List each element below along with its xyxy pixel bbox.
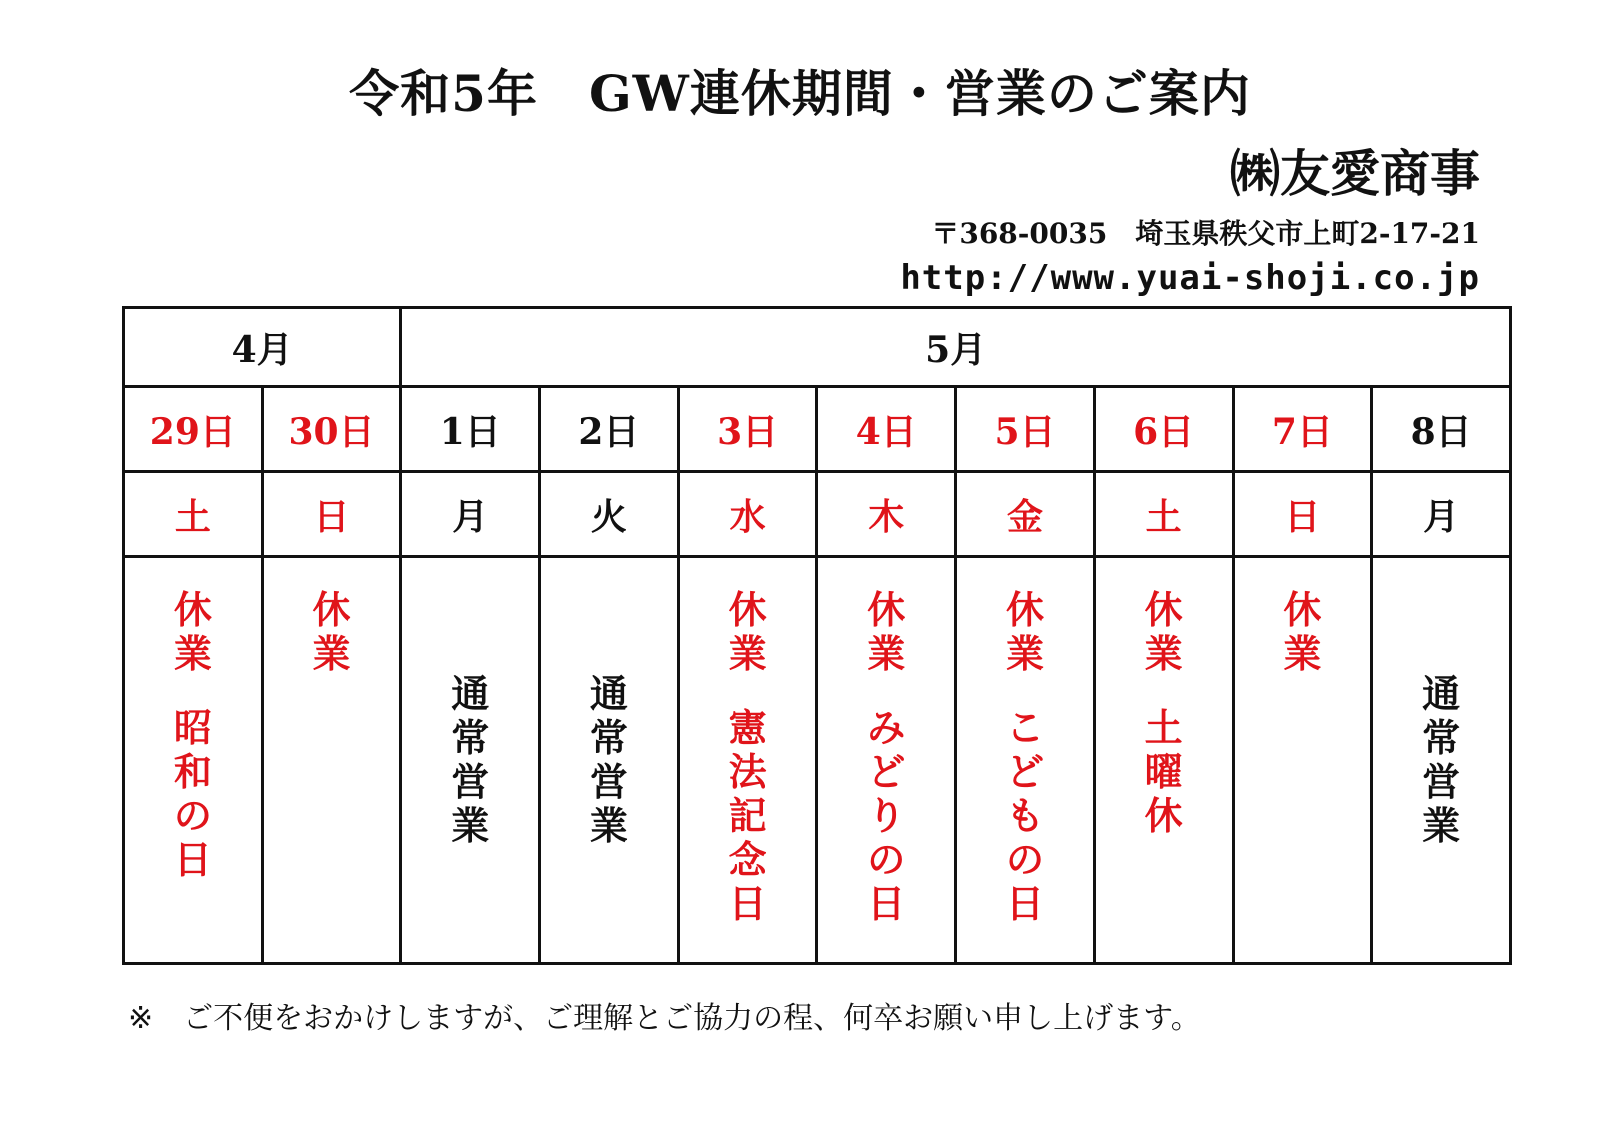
status-label: 休業 bbox=[1144, 587, 1183, 676]
date-cell: 4日 bbox=[817, 387, 956, 472]
weekday-row bbox=[124, 472, 1511, 557]
status-cell bbox=[1233, 557, 1372, 964]
status-cell bbox=[401, 557, 540, 964]
holiday-name: 土曜休 bbox=[1144, 705, 1183, 838]
status-label: 休業 bbox=[173, 587, 212, 676]
company-address: 〒368-0035 埼玉県秩父市上町2-17-21 bbox=[931, 217, 1480, 250]
status-cell bbox=[262, 557, 401, 964]
holiday-name: 憲法記念日 bbox=[728, 705, 767, 926]
status-label: 休業 bbox=[1005, 587, 1044, 676]
weekday-cell: 火 bbox=[540, 472, 679, 557]
holiday-name: こどもの日 bbox=[1005, 705, 1044, 926]
status-label: 通常営業 bbox=[451, 671, 490, 848]
weekday-cell: 土 bbox=[124, 472, 263, 557]
date-row bbox=[124, 387, 1511, 472]
status-label: 休業 bbox=[867, 587, 906, 676]
company-name: ㈱友愛商事 bbox=[1230, 144, 1480, 203]
status-cell bbox=[540, 557, 679, 964]
date-cell: 2日 bbox=[540, 387, 679, 472]
status-row bbox=[124, 557, 1511, 964]
month-header-row bbox=[124, 308, 1511, 387]
month-april: 4月 bbox=[124, 308, 401, 387]
holiday-name: 昭和の日 bbox=[173, 705, 212, 882]
weekday-cell: 日 bbox=[1233, 472, 1372, 557]
status-label: 休業 bbox=[728, 587, 767, 676]
status-label: 通常営業 bbox=[1422, 671, 1461, 848]
status-cell bbox=[678, 557, 817, 964]
date-cell: 7日 bbox=[1233, 387, 1372, 472]
status-label: 通常営業 bbox=[589, 671, 628, 848]
holiday-name: みどりの日 bbox=[867, 705, 906, 926]
status-cell bbox=[124, 557, 263, 964]
month-may: 5月 bbox=[401, 308, 1511, 387]
weekday-cell: 月 bbox=[1372, 472, 1511, 557]
status-label: 休業 bbox=[312, 587, 351, 676]
date-cell: 5日 bbox=[956, 387, 1095, 472]
status-cell bbox=[956, 557, 1095, 964]
weekday-cell: 水 bbox=[678, 472, 817, 557]
company-url[interactable]: http://www.yuai-shoji.co.jp bbox=[900, 258, 1480, 298]
weekday-cell: 土 bbox=[1094, 472, 1233, 557]
date-cell: 6日 bbox=[1094, 387, 1233, 472]
date-cell: 8日 bbox=[1372, 387, 1511, 472]
holiday-schedule-table bbox=[122, 306, 1512, 965]
footnote: ※ ご不便をおかけしますが、ご理解とご協力の程、何卒お願い申し上げます。 bbox=[128, 1001, 1201, 1036]
date-cell: 1日 bbox=[401, 387, 540, 472]
weekday-cell: 月 bbox=[401, 472, 540, 557]
status-label: 休業 bbox=[1283, 587, 1322, 676]
date-cell: 29日 bbox=[124, 387, 263, 472]
status-cell bbox=[817, 557, 956, 964]
page-title: 令和5年 GW連休期間・営業のご案内 bbox=[349, 64, 1251, 123]
weekday-cell: 木 bbox=[817, 472, 956, 557]
status-cell bbox=[1094, 557, 1233, 964]
weekday-cell: 日 bbox=[262, 472, 401, 557]
date-cell: 30日 bbox=[262, 387, 401, 472]
status-cell bbox=[1372, 557, 1511, 964]
weekday-cell: 金 bbox=[956, 472, 1095, 557]
date-cell: 3日 bbox=[678, 387, 817, 472]
